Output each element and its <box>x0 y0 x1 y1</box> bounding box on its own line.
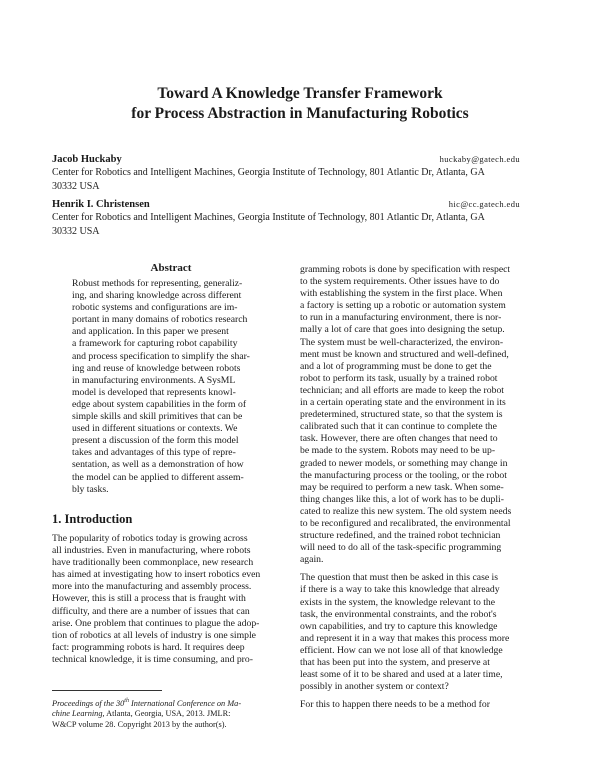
author-email: huckaby@gatech.edu <box>439 154 520 164</box>
abstract-line: takes and advantages of this type of repre- <box>72 447 236 459</box>
paper-title <box>60 84 540 124</box>
author-block-1 <box>52 153 520 193</box>
body-line: may be required to perform a new task. When some- <box>300 481 504 493</box>
body-line: own capabilities, and try to capture this knowledge <box>300 620 498 632</box>
author-affiliation-zip: 30332 USA <box>52 225 100 237</box>
body-line: be made to the system. Robots may need to be up- <box>300 445 496 457</box>
abstract-line: in manufacturing environments. A SysML <box>72 374 236 386</box>
body-line: technician; and all efforts are made to keep the robot <box>300 384 504 396</box>
body-line: For this to happen there needs to be a method for <box>300 699 490 711</box>
author-affiliation: Center for Robotics and Intelligent Machines, Georgia Institute of Technology, 801 Atlantic Dr, Atlanta, GA <box>52 212 485 223</box>
abstract-heading: Abstract <box>150 262 192 274</box>
body-line: and represent it in a way that makes this process more <box>300 632 510 644</box>
abstract-line: a framework for capturing robot capability <box>72 338 238 350</box>
abstract-body <box>72 278 272 496</box>
body-line: to the system requirements. Other issues have to do <box>300 276 500 288</box>
body-line: least some of it to be shared and used at a later time, <box>300 669 503 681</box>
title-line-2: for Process Abstraction in Manufacturing Robotics <box>131 105 469 122</box>
introduction-body <box>52 533 284 666</box>
intro-line: all industries. Even in manufacturing, where robots <box>52 545 251 557</box>
abstract-line: and process specification to simplify the shar- <box>72 350 250 362</box>
abstract-line: robotic systems and configurations are im- <box>72 302 238 314</box>
body-line: to be reconfigured and recalibrated, the environmental <box>300 517 511 529</box>
author-email: hic@cc.gatech.edu <box>448 199 520 209</box>
body-line: possibly in another system or context? <box>300 681 449 693</box>
abstract-line: bly tasks. <box>72 483 109 495</box>
author-name: Jacob Huckaby <box>52 154 122 165</box>
body-line: calibrated such that it can continue to complete the <box>300 421 497 433</box>
body-line: task. However, there are often changes that need to <box>300 433 498 445</box>
intro-line: have traditionally been commonplace, new research <box>52 557 254 569</box>
author-affiliation: Center for Robotics and Intelligent Machines, Georgia Institute of Technology, 801 Atlantic Dr, Atlanta, GA <box>52 167 485 178</box>
intro-line: fact: programming robots is hard. It requires deep <box>52 641 245 653</box>
footnote-superscript: th <box>124 698 129 704</box>
body-line: exists in the system, the knowledge relevant to the <box>300 596 496 608</box>
body-line: efficient. How can we not lose all of that knowledge <box>300 644 503 656</box>
abstract-line: edge about system capabilities in the form of <box>72 398 247 410</box>
body-line: cated to realize this new system. The old system needs <box>300 505 512 517</box>
body-line: gramming robots is done by specification with respect <box>300 264 511 275</box>
footnote-proceedings: Proceedings of the 30 <box>52 698 125 708</box>
section-heading-introduction: 1. Introduction <box>52 512 133 526</box>
abstract-line: used in different situations or contexts. We <box>72 423 238 435</box>
body-line: ment must be known and structured and well-defined, <box>300 348 509 360</box>
right-column-body <box>300 264 534 711</box>
footnote-conference: International Conference on Ma- <box>128 698 242 708</box>
author-block-2 <box>52 198 520 238</box>
intro-line: has aimed at investigating how to insert robotics even <box>52 569 261 581</box>
body-line: thing changes like this, a lot of work has to be dupli- <box>300 493 504 505</box>
body-line: to run in a manufacturing environment, there is nor- <box>300 312 502 324</box>
footnote-line-3: W&CP volume 28. Copyright 2013 by the author(s). <box>52 719 227 729</box>
abstract-line: simple skills and skill primitives that can be <box>72 411 243 423</box>
abstract-line: sentation, as well as a demonstration of how <box>72 459 244 471</box>
author-affiliation-zip: 30332 USA <box>52 180 100 192</box>
body-line: a factory is setting up a robotic or automation system <box>300 300 506 312</box>
abstract-line: present a discussion of the form this model <box>72 435 239 447</box>
abstract-line: portant in many domains of robotics research <box>72 314 248 326</box>
abstract-line: Robust methods for representing, generaliz- <box>72 278 243 289</box>
footnote-rule <box>52 690 162 691</box>
abstract-line: model is developed that represents knowl- <box>72 386 236 398</box>
body-line: mally a lot of care that goes into designing the setup. <box>300 324 505 336</box>
footnote-conference-cont: chine Learning <box>52 709 103 719</box>
intro-line: However, this is still a process that is fraught with <box>52 593 246 605</box>
body-line: with establishing the system in the first place. When <box>300 288 503 300</box>
abstract-line: the model can be applied to different assem- <box>72 471 244 483</box>
intro-line: tion of robotics at all levels of industry is one simple <box>52 629 256 641</box>
author-name: Henrik I. Christensen <box>52 199 150 210</box>
body-line: in a certain operating state and the environment in its <box>300 397 506 409</box>
abstract-line: ing and reuse of knowledge between robots <box>72 362 241 374</box>
body-line: The question that must then be asked in this case is <box>300 572 499 584</box>
body-line: again. <box>300 554 324 566</box>
footnote <box>52 696 292 730</box>
body-line: if there is a way to take this knowledge that already <box>300 584 500 596</box>
body-line: the manufacturing process or the tooling, or the robot <box>300 469 507 481</box>
body-line: will need to do all of the task-specific programming <box>300 542 502 554</box>
footnote-line-2 <box>52 709 292 720</box>
body-line: robot to perform its task, usually by a trained robot <box>300 372 498 384</box>
intro-line: The popularity of robotics today is growing across <box>52 533 248 544</box>
intro-line: difficulty, and there are a number of issues that can <box>52 605 250 617</box>
intro-line: arise. One problem that continues to plague the adop- <box>52 617 260 629</box>
body-line: that has been put into the system, and preserve at <box>300 657 490 668</box>
body-line: and a lot of programming must be done to get the <box>300 360 492 372</box>
body-line: graded to newer models, or something may change in <box>300 457 508 469</box>
body-line: The system must be well-characterized, the environ- <box>300 336 504 348</box>
abstract-line: ing, and sharing knowledge across different <box>72 290 242 302</box>
body-line: task, the environmental constraints, and the robot's <box>300 608 497 620</box>
body-line: predetermined, structured state, so that the system is <box>300 409 503 421</box>
footnote-line-1 <box>52 696 292 709</box>
intro-line: technical knowledge, it is time consuming, and pro- <box>52 653 253 665</box>
abstract-line: and application. In this paper we present <box>72 326 229 338</box>
title-line-1: Toward A Knowledge Transfer Framework <box>157 85 443 102</box>
footnote-location: , Atlanta, Georgia, USA, 2013. JMLR: <box>102 709 231 719</box>
intro-line: more into the manufacturing and assembly process. <box>52 581 252 593</box>
body-line: structure redefined, and the trained robot technician <box>300 530 501 542</box>
